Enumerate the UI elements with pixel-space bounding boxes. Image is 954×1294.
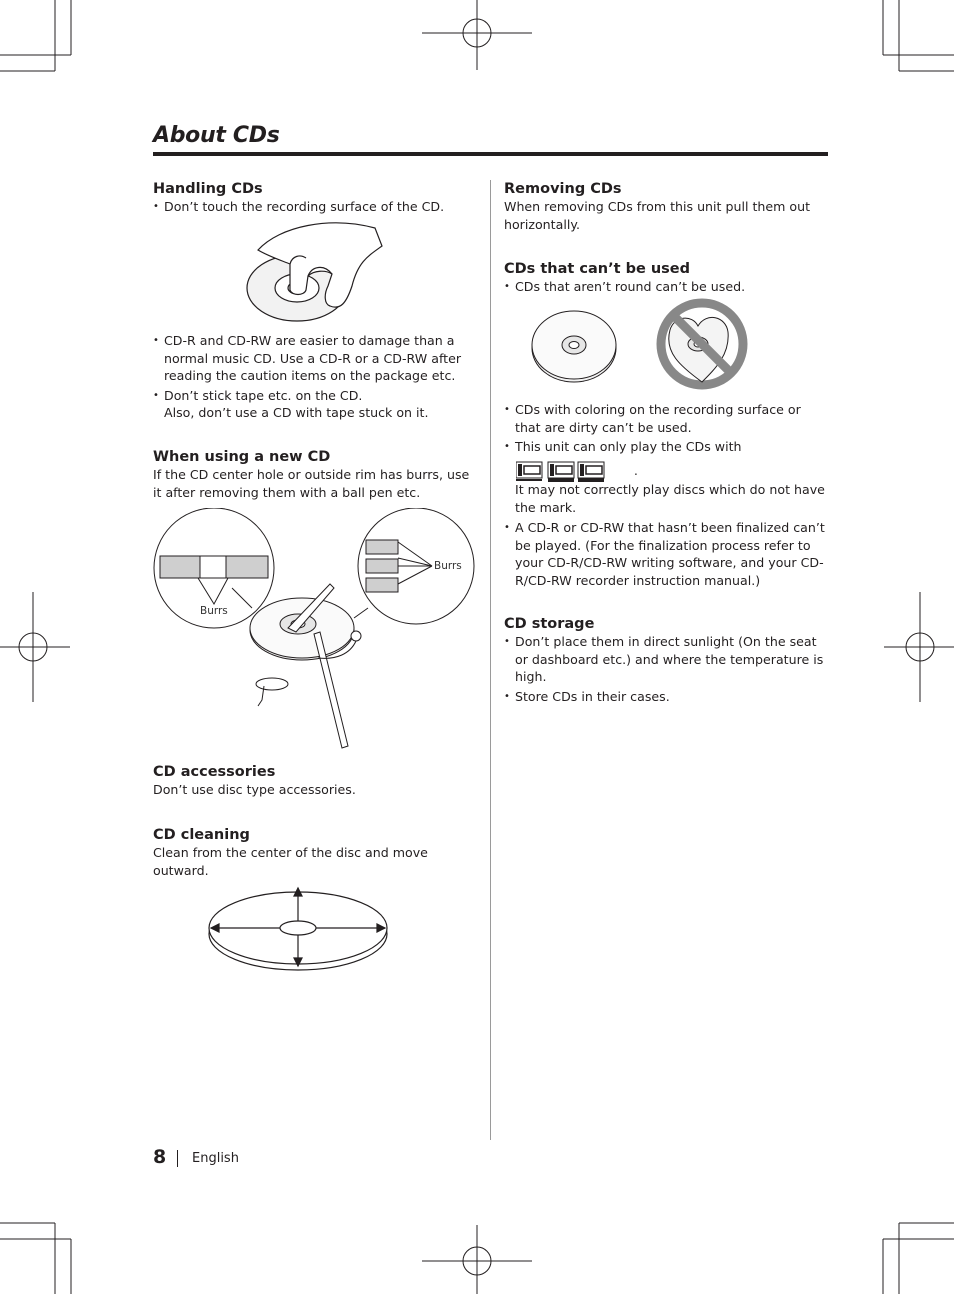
logo-period: . bbox=[634, 464, 638, 478]
section-cd-accessories bbox=[153, 763, 478, 799]
disc-logos bbox=[516, 460, 638, 482]
list-item: • Store CDs in their cases. bbox=[504, 688, 830, 706]
list-item-line: Also, don’t use a CD with tape stuck on it. bbox=[164, 405, 429, 420]
play-note bbox=[515, 481, 830, 516]
list-item: • CDs that aren’t round can’t be used. bbox=[504, 278, 830, 296]
column-divider bbox=[490, 180, 491, 1140]
cd-cleaning-heading: CD cleaning bbox=[153, 827, 250, 843]
burrs-label-right: Burrs bbox=[434, 560, 462, 572]
section-cd-storage bbox=[504, 615, 830, 707]
disc-rewritable-logo-icon bbox=[578, 462, 604, 482]
list-item-line: Don’t stick tape etc. on the CD. bbox=[164, 387, 363, 403]
footer-language: English bbox=[192, 1151, 239, 1166]
cd-cleaning-text: Clean from the center of the disc and move outward. bbox=[153, 845, 428, 878]
hand-touching-cd-figure bbox=[240, 216, 390, 344]
new-cd-heading: When using a new CD bbox=[153, 449, 331, 465]
page-title: About CDs bbox=[153, 123, 280, 148]
section-cd-cleaning bbox=[153, 826, 478, 879]
title-rule bbox=[153, 152, 828, 156]
list-item: • Don’t place them in direct sunlight (On the seat or dashboard etc.) and where the temperature is high. bbox=[504, 633, 830, 686]
page-number: 8 bbox=[153, 1146, 167, 1168]
cd-accessories-text: Don’t use disc type accessories. bbox=[153, 782, 356, 797]
unusable-cd-shapes-figure bbox=[530, 296, 752, 392]
cds-cant-be-used-heading: CDs that can’t be used bbox=[504, 261, 690, 277]
disc-logo-icon bbox=[516, 462, 542, 481]
section-new-cd bbox=[153, 448, 478, 501]
list-item: • CD-R and CD-RW are easier to damage than a normal music CD. Use a CD-R or a CD-RW after reading the caution items on the package etc. bbox=[153, 332, 478, 385]
burrs-label-left: Burrs bbox=[200, 605, 228, 617]
burrs-removal-figure bbox=[152, 508, 476, 750]
list-item bbox=[153, 387, 478, 422]
footer-divider bbox=[177, 1150, 178, 1167]
disc-logo-icons bbox=[516, 460, 608, 482]
cd-storage-heading: CD storage bbox=[504, 616, 595, 632]
new-cd-text: If the CD center hole or outside rim has burrs, use it after removing them with a ball pen etc. bbox=[153, 467, 470, 500]
section-finalized-note bbox=[504, 519, 830, 591]
section-handling-cds bbox=[153, 180, 478, 218]
play-note-text: It may not correctly play discs which do not have the mark. bbox=[515, 482, 825, 515]
handling-cds-heading: Handling CDs bbox=[153, 181, 263, 197]
list-item: • A CD-R or CD-RW that hasn’t been finalized can’t be played. (For the finalization process refer to your CD-R/CD-RW writing software, and your CD-R/CD-RW recorder instruction manual.) bbox=[504, 519, 830, 589]
cd-accessories-heading: CD accessories bbox=[153, 764, 276, 780]
section-removing-cds bbox=[504, 180, 830, 233]
list-item: • CDs with coloring on the recording surface or that are dirty can’t be used. bbox=[504, 401, 830, 436]
section-cant-use-notes bbox=[504, 401, 830, 458]
section-handling-notes bbox=[153, 332, 478, 424]
removing-cds-text: When removing CDs from this unit pull them out horizontally. bbox=[504, 199, 811, 232]
list-item: • This unit can only play the CDs with bbox=[504, 438, 830, 456]
disc-recordable-logo-icon bbox=[548, 462, 574, 482]
removing-cds-heading: Removing CDs bbox=[504, 181, 622, 197]
section-cds-cant-be-used bbox=[504, 260, 830, 298]
cd-cleaning-figure bbox=[205, 884, 391, 976]
list-item: • Don’t touch the recording surface of the CD. bbox=[153, 198, 478, 216]
